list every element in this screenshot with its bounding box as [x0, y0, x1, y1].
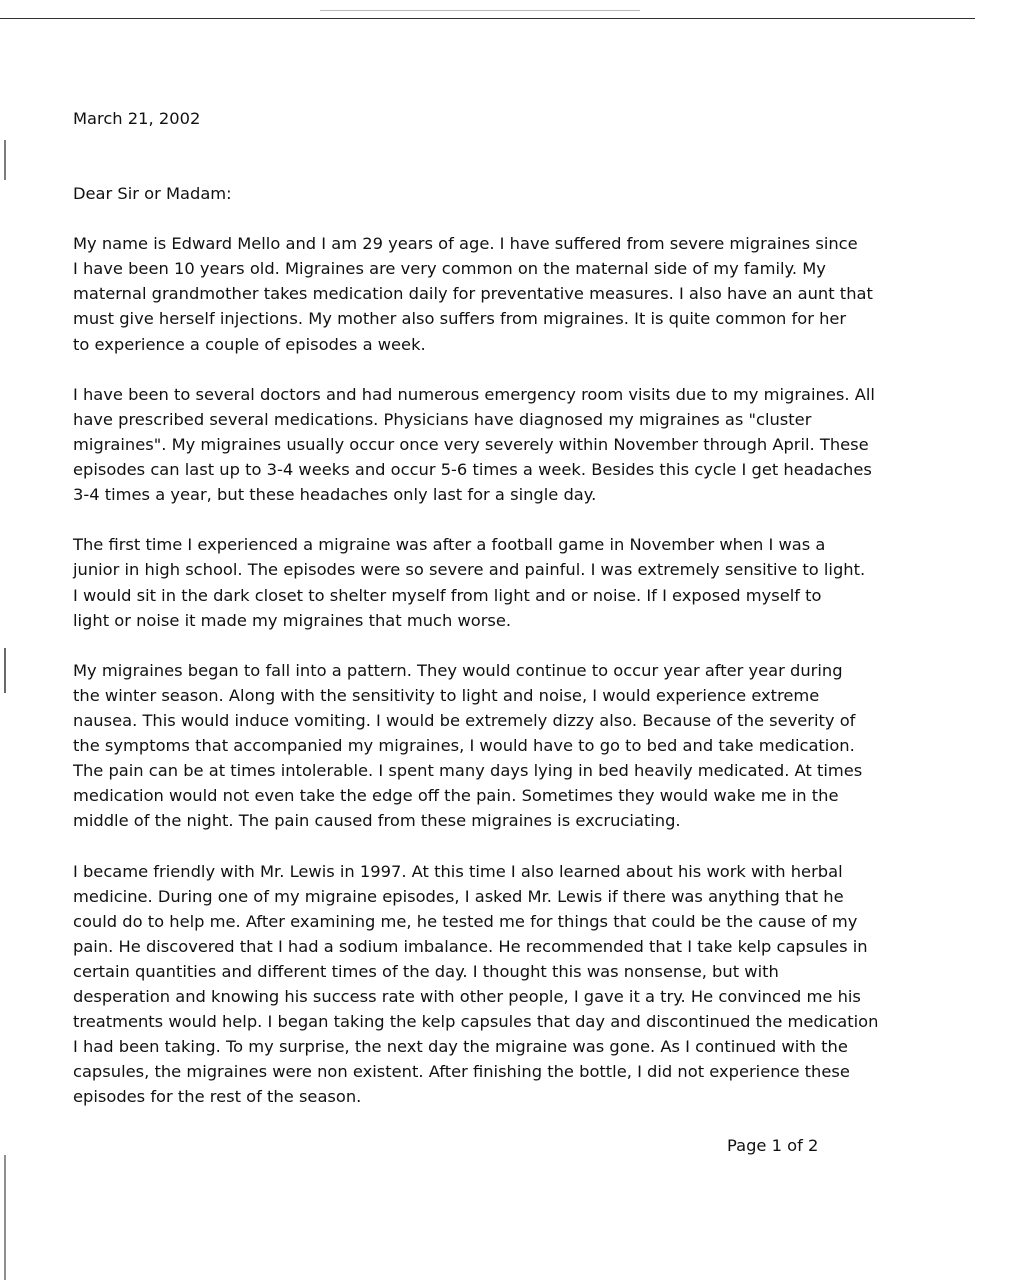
left-edge-scan-mark: [4, 140, 6, 180]
left-edge-scan-mark: [4, 648, 6, 693]
top-scan-rule: [0, 18, 975, 19]
paragraph: The first time I experienced a migraine was after a football game in November when I was a junior in high school. The episodes were so severe and painful. I was extremely sensitive to light. I would sit in the dark closet to shelter myself from light and or noise. If I exposed myself to light or noise it made my migraines that much worse.: [73, 535, 866, 630]
letter-body: [73, 106, 923, 1135]
letter-date: March 21, 2002: [73, 109, 201, 128]
paragraph: I have been to several doctors and had numerous emergency room visits due to my migraines. All have prescribed several medications. Physicians have diagnosed my migraines as "cluster migraines". My migraines usually occur once very severely within November through April. These episodes can last up to 3-4 weeks and occur 5-6 times a week. Besides this cycle I get headaches 3-4 times a year, but these headaches only last for a single day.: [73, 384, 875, 505]
letter-salutation: Dear Sir or Madam:: [73, 184, 232, 204]
paragraph: My name is Edward Mello and I am 29 years of age. I have suffered from severe migraines since I have been 10 years old. Migraines are very common on the maternal side of my family. My maternal grandmother takes medication daily for preventative measures. I also have an aunt that must give herself injections. My mother also suffers from migraines. It is quite common for her to experience a couple of episodes a week.: [73, 234, 873, 354]
left-edge-scan-mark: [4, 1155, 6, 1280]
page-number: Page 1 of 2: [727, 1136, 819, 1155]
paragraph: I became friendly with Mr. Lewis in 1997. At this time I also learned about his work with herbal medicine. During one of my migraine episodes, I asked Mr. Lewis if there was anything that he could do to help me. After examining me, he tested me for things that could be the cause of my pain. He discovered that I had a sodium imbalance. He recommended that I take kelp capsules in certain quantities and different times of the day. I thought this was nonsense, but with desperation and knowing his success rate with other people, I gave it a try. He convinced me his treatments would help. I began taking the kelp capsules that day and discontinued the medication I had been taking. To my surprise, the next day the migraine was gone. As I continued with the capsules, the migraines were non existent. After finishing the bottle, I did not experience these episodes for the rest of the season.: [73, 861, 879, 1107]
paragraph: My migraines began to fall into a pattern. They would continue to occur year after year during the winter season. Along with the sensitivity to light and noise, I would experience extreme nausea. This would induce vomiting. I would be extremely dizzy also. Because of the severity of the symptoms that accompanied my migraines, I would have to go to bed and take medication. The pain can be at times intolerable. I spent many days lying in bed heavily medicated. At times medication would not even take the edge off the pain. Sometimes they would wake me in the middle of the night. The pain caused from these migraines is excruciating.: [73, 660, 863, 831]
top-scan-rule-faint: [320, 10, 640, 11]
